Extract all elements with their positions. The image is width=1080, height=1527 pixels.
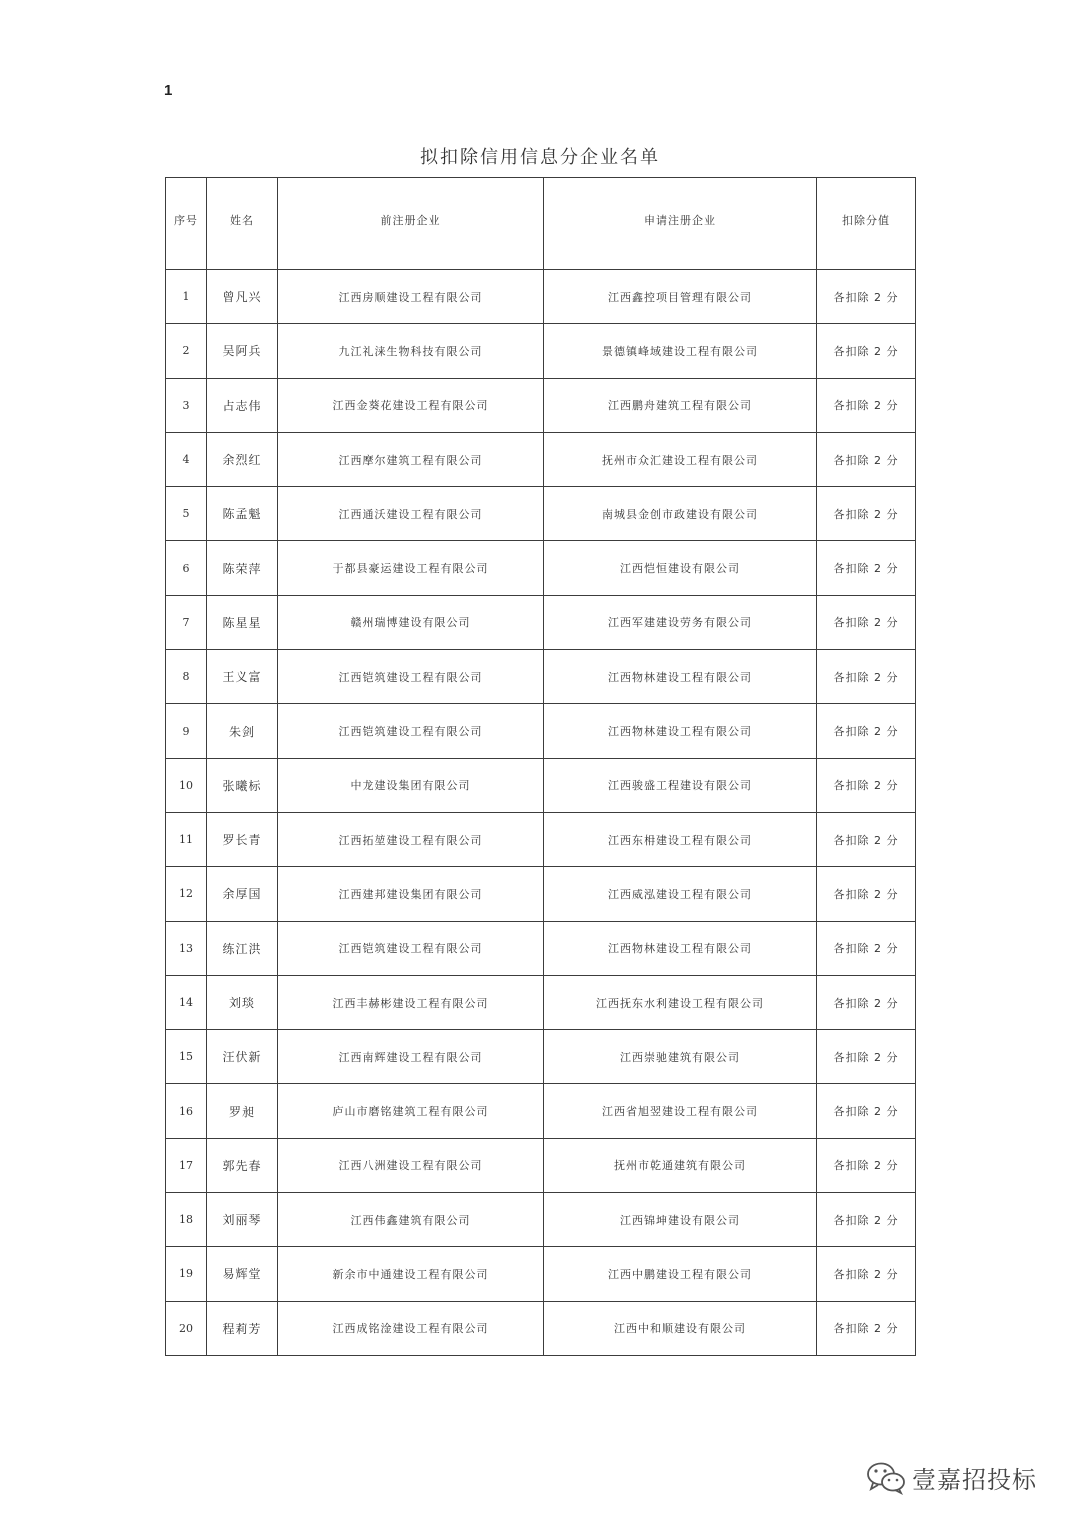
row-deduction: 各扣除 2 分 — [817, 595, 916, 649]
row-applied-company: 江西骏盛工程建设有限公司 — [544, 758, 817, 812]
wechat-icon — [866, 1461, 906, 1495]
row-applied-company: 江西省旭翌建设工程有限公司 — [544, 1084, 817, 1138]
row-deduction: 各扣除 2 分 — [817, 1193, 916, 1247]
row-index: 3 — [166, 378, 207, 432]
row-applied-company: 江西军建建设劳务有限公司 — [544, 595, 817, 649]
row-previous-company: 江西成铭淦建设工程有限公司 — [278, 1301, 544, 1355]
row-person-name: 刘丽琴 — [207, 1193, 278, 1247]
row-deduction: 各扣除 2 分 — [817, 432, 916, 486]
row-person-name: 占志伟 — [207, 378, 278, 432]
table-row — [166, 487, 916, 541]
row-deduction: 各扣除 2 分 — [817, 704, 916, 758]
row-previous-company: 江西丰赫彬建设工程有限公司 — [278, 975, 544, 1029]
row-index: 17 — [166, 1138, 207, 1192]
document-title: 拟扣除信用信息分企业名单 — [420, 147, 660, 168]
header-name: 姓名 — [207, 178, 278, 270]
table-row — [166, 650, 916, 704]
row-person-name: 陈荣萍 — [207, 541, 278, 595]
table-row — [166, 867, 916, 921]
row-index: 20 — [166, 1301, 207, 1355]
row-index: 15 — [166, 1030, 207, 1084]
header-previous-company: 前注册企业 — [278, 178, 544, 270]
table-row — [166, 378, 916, 432]
row-deduction: 各扣除 2 分 — [817, 378, 916, 432]
row-applied-company: 江西恺恒建设有限公司 — [544, 541, 817, 595]
row-previous-company: 于都县豪运建设工程有限公司 — [278, 541, 544, 595]
row-previous-company: 江西铠筑建设工程有限公司 — [278, 704, 544, 758]
row-previous-company: 江西铠筑建设工程有限公司 — [278, 921, 544, 975]
row-previous-company: 江西南辉建设工程有限公司 — [278, 1030, 544, 1084]
row-applied-company: 景德镇峰域建设工程有限公司 — [544, 324, 817, 378]
table-row — [166, 1193, 916, 1247]
row-deduction: 各扣除 2 分 — [817, 1084, 916, 1138]
table-row — [166, 270, 916, 324]
row-person-name: 王义富 — [207, 650, 278, 704]
row-applied-company: 江西威泓建设工程有限公司 — [544, 867, 817, 921]
row-applied-company: 江西锦坤建设有限公司 — [544, 1193, 817, 1247]
table-row — [166, 758, 916, 812]
row-previous-company: 中龙建设集团有限公司 — [278, 758, 544, 812]
row-applied-company: 江西东枏建设工程有限公司 — [544, 812, 817, 866]
watermark — [866, 1460, 1037, 1495]
table-row — [166, 1084, 916, 1138]
row-person-name: 程莉芳 — [207, 1301, 278, 1355]
header-deduction: 扣除分值 — [817, 178, 916, 270]
row-person-name: 陈孟魁 — [207, 487, 278, 541]
row-index: 12 — [166, 867, 207, 921]
row-index: 16 — [166, 1084, 207, 1138]
row-deduction: 各扣除 2 分 — [817, 1138, 916, 1192]
table-row — [166, 1247, 916, 1301]
deduction-roster-table — [165, 177, 916, 1356]
row-person-name: 练江洪 — [207, 921, 278, 975]
row-previous-company: 江西八洲建设工程有限公司 — [278, 1138, 544, 1192]
row-person-name: 陈星星 — [207, 595, 278, 649]
row-deduction: 各扣除 2 分 — [817, 812, 916, 866]
table-row — [166, 1301, 916, 1355]
row-index: 14 — [166, 975, 207, 1029]
row-index: 7 — [166, 595, 207, 649]
row-index: 5 — [166, 487, 207, 541]
row-index: 2 — [166, 324, 207, 378]
row-applied-company: 江西崇驰建筑有限公司 — [544, 1030, 817, 1084]
row-previous-company: 江西房顺建设工程有限公司 — [278, 270, 544, 324]
row-person-name: 郭先春 — [207, 1138, 278, 1192]
row-previous-company: 赣州瑞博建设有限公司 — [278, 595, 544, 649]
table-row — [166, 432, 916, 486]
table-row — [166, 975, 916, 1029]
row-previous-company: 江西伟鑫建筑有限公司 — [278, 1193, 544, 1247]
row-person-name: 张曦标 — [207, 758, 278, 812]
row-previous-company: 江西建邦建设集团有限公司 — [278, 867, 544, 921]
table-row — [166, 812, 916, 866]
row-applied-company: 江西物林建设工程有限公司 — [544, 704, 817, 758]
table-row — [166, 1030, 916, 1084]
table-row — [166, 595, 916, 649]
row-applied-company: 江西抚东水利建设工程有限公司 — [544, 975, 817, 1029]
row-deduction: 各扣除 2 分 — [817, 650, 916, 704]
row-applied-company: 江西中鹏建设工程有限公司 — [544, 1247, 817, 1301]
table-body — [166, 270, 916, 1356]
row-person-name: 曾凡兴 — [207, 270, 278, 324]
row-index: 1 — [166, 270, 207, 324]
row-applied-company: 江西物林建设工程有限公司 — [544, 650, 817, 704]
row-person-name: 余厚国 — [207, 867, 278, 921]
row-index: 9 — [166, 704, 207, 758]
row-index: 6 — [166, 541, 207, 595]
row-person-name: 吴阿兵 — [207, 324, 278, 378]
table-row — [166, 921, 916, 975]
table-row — [166, 324, 916, 378]
row-person-name: 罗昶 — [207, 1084, 278, 1138]
row-previous-company: 江西铠筑建设工程有限公司 — [278, 650, 544, 704]
row-deduction: 各扣除 2 分 — [817, 867, 916, 921]
table-row — [166, 1138, 916, 1192]
row-index: 18 — [166, 1193, 207, 1247]
row-applied-company: 抚州市乾通建筑有限公司 — [544, 1138, 817, 1192]
row-index: 11 — [166, 812, 207, 866]
row-deduction: 各扣除 2 分 — [817, 487, 916, 541]
row-person-name: 罗长青 — [207, 812, 278, 866]
row-person-name: 朱剑 — [207, 704, 278, 758]
table-header-row — [166, 178, 916, 270]
row-applied-company: 抚州市众汇建设工程有限公司 — [544, 432, 817, 486]
row-person-name: 易辉堂 — [207, 1247, 278, 1301]
table-row — [166, 704, 916, 758]
row-previous-company: 庐山市磨铭建筑工程有限公司 — [278, 1084, 544, 1138]
row-previous-company: 江西通沃建设工程有限公司 — [278, 487, 544, 541]
row-person-name: 汪伏新 — [207, 1030, 278, 1084]
row-deduction: 各扣除 2 分 — [817, 324, 916, 378]
page-number: 1 — [164, 82, 173, 99]
watermark-text: 壹嘉招投标 — [912, 1466, 1037, 1494]
row-index: 19 — [166, 1247, 207, 1301]
row-index: 10 — [166, 758, 207, 812]
row-applied-company: 南城县金创市政建设有限公司 — [544, 487, 817, 541]
row-previous-company: 江西拓堃建设工程有限公司 — [278, 812, 544, 866]
row-applied-company: 江西物林建设工程有限公司 — [544, 921, 817, 975]
row-deduction: 各扣除 2 分 — [817, 1301, 916, 1355]
row-applied-company: 江西鹏舟建筑工程有限公司 — [544, 378, 817, 432]
row-person-name: 刘琰 — [207, 975, 278, 1029]
row-deduction: 各扣除 2 分 — [817, 758, 916, 812]
row-previous-company: 江西摩尔建筑工程有限公司 — [278, 432, 544, 486]
row-deduction: 各扣除 2 分 — [817, 975, 916, 1029]
row-applied-company: 江西鑫控项目管理有限公司 — [544, 270, 817, 324]
row-deduction: 各扣除 2 分 — [817, 1247, 916, 1301]
row-previous-company: 新余市中通建设工程有限公司 — [278, 1247, 544, 1301]
row-index: 13 — [166, 921, 207, 975]
row-person-name: 余烈红 — [207, 432, 278, 486]
row-applied-company: 江西中和顺建设有限公司 — [544, 1301, 817, 1355]
row-index: 4 — [166, 432, 207, 486]
row-deduction: 各扣除 2 分 — [817, 541, 916, 595]
row-previous-company: 九江礼涞生物科技有限公司 — [278, 324, 544, 378]
row-index: 8 — [166, 650, 207, 704]
table-row — [166, 541, 916, 595]
row-deduction: 各扣除 2 分 — [817, 270, 916, 324]
header-applied-company: 申请注册企业 — [544, 178, 817, 270]
row-previous-company: 江西金葵花建设工程有限公司 — [278, 378, 544, 432]
row-deduction: 各扣除 2 分 — [817, 1030, 916, 1084]
row-deduction: 各扣除 2 分 — [817, 921, 916, 975]
header-index: 序号 — [166, 178, 207, 270]
